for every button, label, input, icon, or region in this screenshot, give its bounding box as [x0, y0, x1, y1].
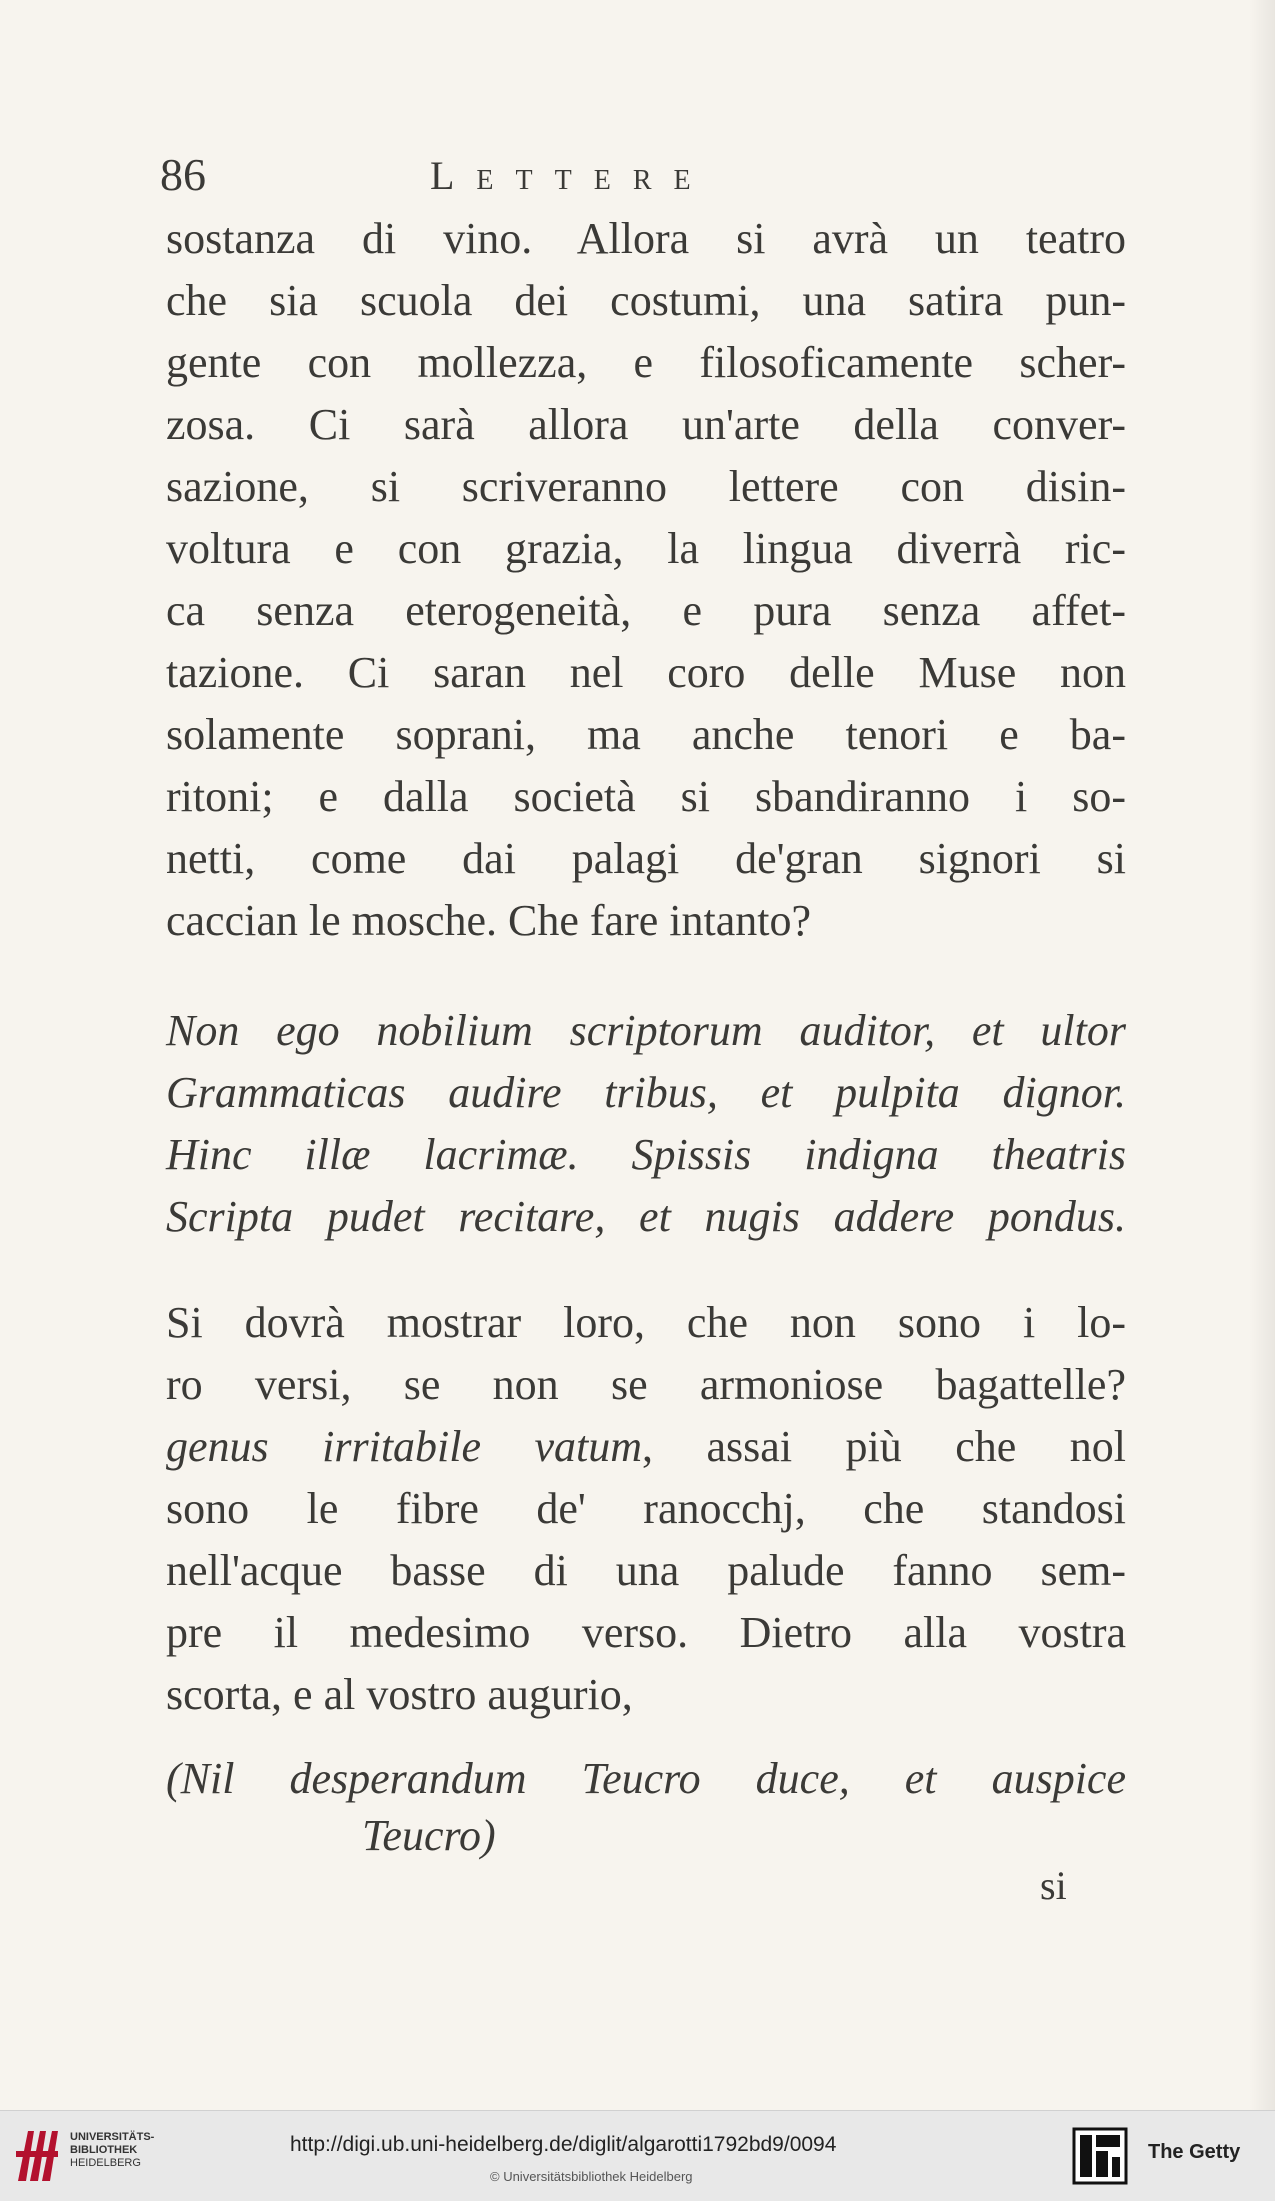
text-line: sazione, si scriveranno lettere con disin- [166, 462, 1126, 511]
text-line: netti, come dai palagi de'gran signori si [166, 834, 1126, 883]
text-line: che sia scuola dei costumi, una satira pun- [166, 276, 1126, 325]
verse-line: Scripta pudet recitare, et nugis addere pondus. [166, 1192, 1126, 1241]
text-line: nell'acque basse di una palude fanno sem- [166, 1546, 1126, 1595]
running-title: Lettere [430, 153, 713, 198]
catchword: si [1040, 1863, 1067, 1908]
university-library-logo-icon [14, 2125, 60, 2185]
text-line: voltura e con grazia, la lingua diverrà ric- [166, 524, 1126, 573]
text-line: tazione. Ci saran nel coro delle Muse non [166, 648, 1126, 697]
text-line: ca senza eterogeneità, e pura senza affet- [166, 586, 1126, 635]
paragraph-2 [166, 1292, 1126, 1726]
verse-line: (Nil desperandum Teucro duce, et auspice [166, 1754, 1126, 1803]
latin-verse-1 [166, 1000, 1126, 1248]
page-edge-shadow [1249, 0, 1275, 2110]
permalink-url[interactable]: http://digi.ub.uni-heidelberg.de/diglit/algarotti1792bd9/0094 [290, 2133, 837, 2156]
paragraph-1 [166, 208, 1126, 952]
text-line: ro versi, se non se armoniose bagattelle? [166, 1360, 1126, 1409]
library-name: UNIVERSITÄTS- BIBLIOTHEK HEIDELBERG [70, 2131, 155, 2169]
partner-name: The Getty [1148, 2141, 1241, 2163]
text-line: ritoni; e dalla società si sbandiranno i so- [166, 772, 1126, 821]
page-header [160, 148, 860, 198]
text-line: gente con mollezza, e filosoficamente scher- [166, 338, 1126, 387]
latin-verse-2 [166, 1748, 1126, 1810]
verse-line: Non ego nobilium scriptorum auditor, et ultor [166, 1006, 1126, 1055]
text-line: pre il medesimo verso. Dietro alla vostra [166, 1608, 1126, 1657]
verse-line: Hinc illæ lacrimæ. Spissis indigna theatris [166, 1130, 1126, 1179]
copyright-notice: © Universitätsbibliothek Heidelberg [490, 2169, 693, 2184]
latin-quote: genus irritabile vatum [166, 1422, 643, 1471]
text-line: Si dovrà mostrar loro, che non sono i lo- [166, 1298, 1126, 1347]
text-line [166, 1416, 1126, 1478]
page-number: 86 [160, 149, 206, 200]
text-line: sostanza di vino. Allora si avrà un teatro [166, 214, 1126, 263]
verse-line: Grammaticas audire tribus, et pulpita dignor. [166, 1068, 1126, 1117]
text-fragment: , assai più che nol [642, 1422, 1126, 1471]
verse-line-continuation: Teucro) [362, 1811, 496, 1860]
text-line: zosa. Ci sarà allora un'arte della conver- [166, 400, 1126, 449]
getty-logo-icon [1072, 2127, 1128, 2185]
text-line: caccian le mosche. Che fare intanto? [166, 896, 812, 945]
text-line: sono le fibre de' ranocchj, che standosi [166, 1484, 1126, 1533]
text-line: solamente soprani, ma anche tenori e ba- [166, 710, 1126, 759]
viewer-footer [0, 2110, 1275, 2201]
text-line: scorta, e al vostro augurio, [166, 1670, 633, 1719]
